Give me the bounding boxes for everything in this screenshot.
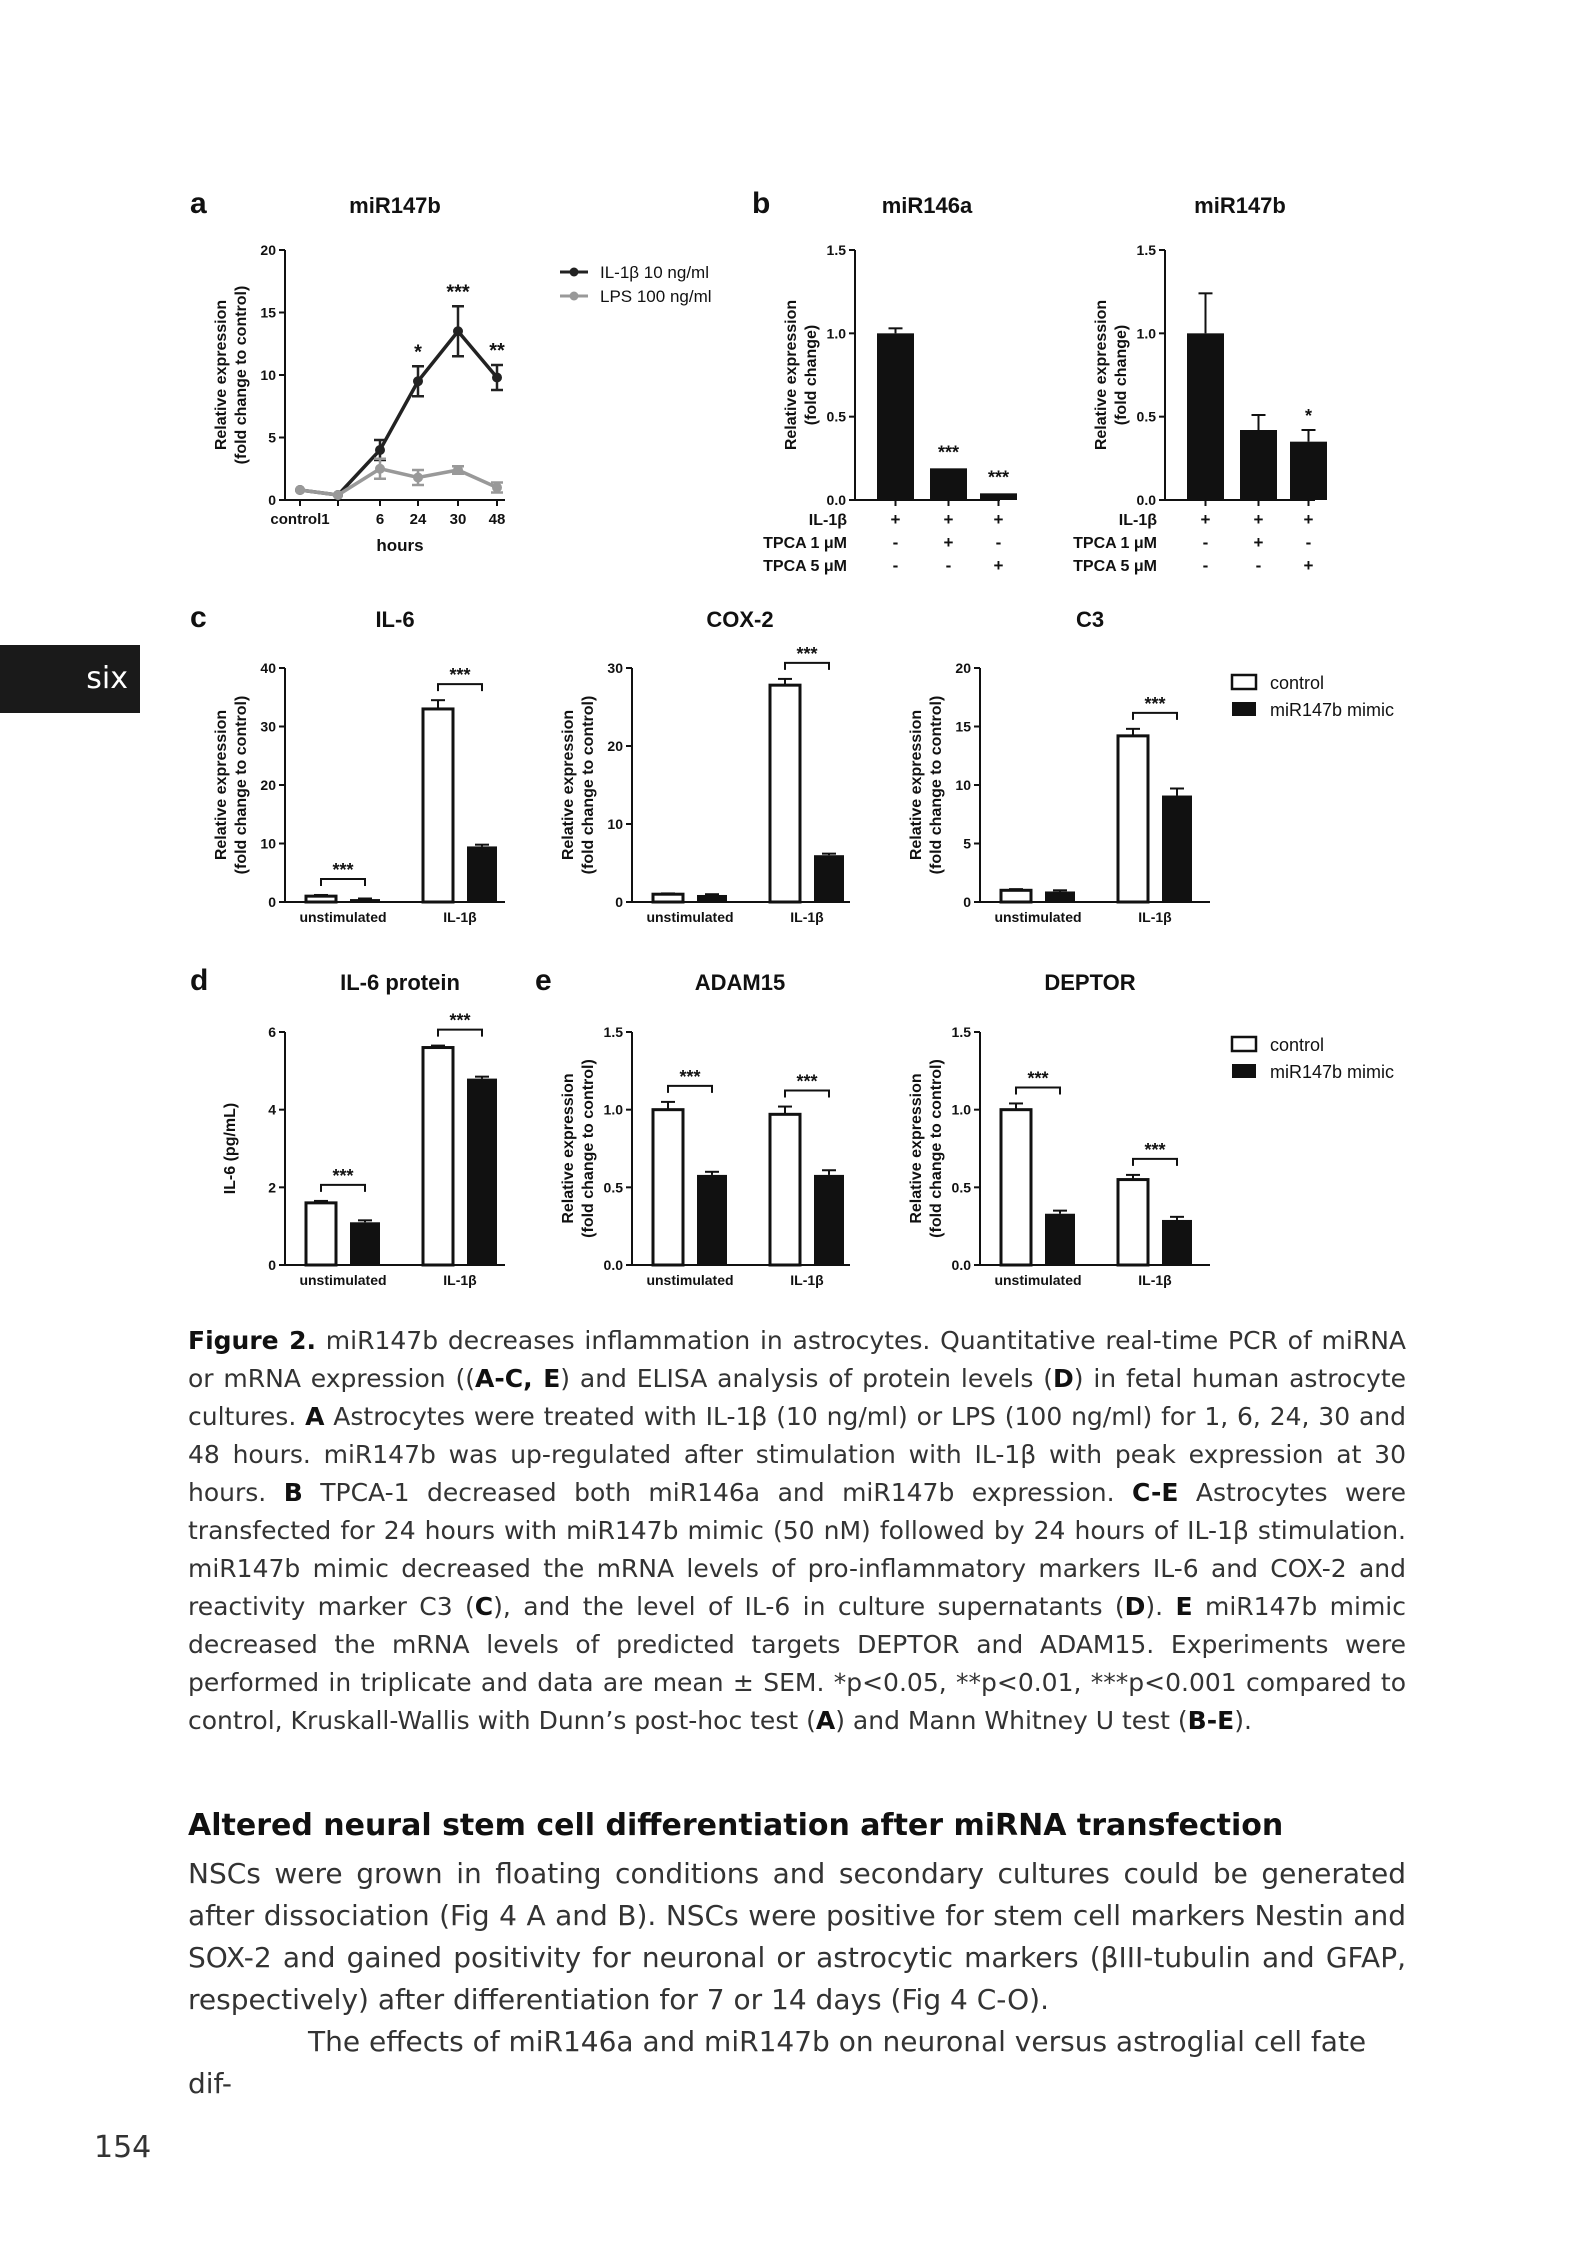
y-axis-label-line: (fold change to control) bbox=[580, 695, 597, 875]
x-tick-label: unstimulated bbox=[299, 1272, 387, 1288]
significance-label: *** bbox=[449, 665, 471, 686]
bar bbox=[930, 468, 967, 500]
x-tick-label: unstimulated bbox=[646, 909, 734, 925]
condition-mark: - bbox=[1305, 533, 1312, 552]
panel-letter-e: e bbox=[535, 964, 552, 997]
data-point bbox=[453, 326, 463, 336]
condition-mark: - bbox=[1255, 556, 1262, 575]
significance-bracket bbox=[668, 1086, 712, 1093]
panel-letter-d: d bbox=[190, 964, 209, 997]
condition-mark: + bbox=[943, 533, 954, 552]
x-tick-label: 6 bbox=[375, 511, 385, 528]
data-point bbox=[413, 473, 423, 483]
x-tick-label: unstimulated bbox=[646, 1272, 734, 1288]
caption-ref: C-E bbox=[1132, 1478, 1179, 1507]
condition-mark: + bbox=[1253, 510, 1264, 529]
bar-mimic bbox=[1045, 1214, 1075, 1265]
paragraph: The effects of miR146a and miR147b on neuronal versus astroglial cell fate dif- bbox=[188, 2025, 1367, 2100]
significance-bracket bbox=[1016, 1087, 1060, 1094]
bar-control bbox=[1118, 736, 1148, 902]
significance-label: *** bbox=[1144, 1139, 1166, 1160]
legend-control-swatch bbox=[1232, 675, 1256, 689]
bar bbox=[1240, 430, 1277, 500]
y-tick-label: 10 bbox=[260, 835, 276, 852]
y-axis-label bbox=[213, 286, 250, 465]
caption-ref: A bbox=[305, 1402, 325, 1431]
y-tick-label: 1.5 bbox=[951, 1024, 971, 1040]
condition-mark: - bbox=[892, 533, 899, 552]
legend-mimic-swatch bbox=[1232, 702, 1256, 716]
caption-label: Figure 2. bbox=[188, 1326, 317, 1355]
y-tick-label: 0.5 bbox=[603, 1179, 623, 1196]
y-axis-label bbox=[783, 300, 820, 450]
y-tick-label: 1.0 bbox=[603, 1101, 623, 1118]
bar-control bbox=[423, 709, 453, 902]
chapter-tab: six bbox=[0, 645, 140, 713]
y-tick-label: 5 bbox=[963, 835, 971, 852]
significance-bracket bbox=[785, 1091, 829, 1098]
significance-label: * bbox=[414, 341, 422, 364]
caption-text: ). bbox=[1234, 1706, 1252, 1735]
chart-c-il6 bbox=[213, 607, 505, 925]
bar-mimic bbox=[467, 846, 497, 902]
bar-mimic bbox=[467, 1079, 497, 1265]
condition-mark: - bbox=[1202, 556, 1209, 575]
chart-b-mir147b bbox=[1073, 193, 1327, 575]
bar bbox=[877, 333, 914, 500]
y-tick-label: 1.5 bbox=[1136, 242, 1156, 258]
x-axis-label: hours bbox=[376, 536, 424, 555]
legend-label: LPS 100 ng/ml bbox=[600, 287, 712, 306]
panel-letter-b: b bbox=[752, 187, 771, 220]
y-axis-label-line: Relative expression bbox=[560, 709, 577, 861]
x-tick-label: unstimulated bbox=[994, 1272, 1082, 1288]
chart-title: ADAM15 bbox=[694, 970, 786, 995]
bar-mimic bbox=[350, 1222, 380, 1265]
y-tick-label: 20 bbox=[607, 738, 623, 754]
y-axis-label-line: Relative expression bbox=[1093, 299, 1110, 451]
y-axis-label bbox=[213, 696, 250, 875]
y-axis-label-line: Relative expression bbox=[213, 709, 230, 861]
caption-ref: D bbox=[1124, 1592, 1146, 1621]
chart-e-adam15 bbox=[560, 970, 850, 1288]
condition-mark: + bbox=[890, 510, 901, 529]
y-axis-label bbox=[908, 696, 945, 875]
x-tick-label: unstimulated bbox=[299, 909, 387, 925]
caption-text: ) in fetal human astrocyte cultures. bbox=[188, 1364, 1407, 1431]
y-axis-label-line: (fold change to control) bbox=[928, 695, 945, 875]
bar-mimic bbox=[697, 1175, 727, 1265]
x-tick-label: control1 bbox=[270, 511, 330, 528]
bar-control bbox=[423, 1048, 453, 1265]
y-tick-label: 30 bbox=[607, 660, 623, 676]
y-axis-label-line: (fold change) bbox=[1113, 324, 1130, 426]
x-tick-label: 30 bbox=[449, 511, 467, 528]
condition-mark: - bbox=[892, 556, 899, 575]
y-tick-label: 0.5 bbox=[826, 408, 846, 425]
x-tick-label: IL-1β bbox=[790, 909, 824, 925]
significance-label: *** bbox=[1027, 1068, 1049, 1089]
caption-text: miR147b decreases inflammation in astrocytes. Quantitative real-time PCR of miRNA or mRNA expression ( bbox=[188, 1326, 1406, 1393]
legend-control-swatch bbox=[1232, 1037, 1256, 1051]
y-tick-label: 5 bbox=[268, 429, 276, 446]
y-axis-label-line: Relative expression bbox=[908, 1073, 925, 1224]
chart-c-c3 bbox=[908, 607, 1210, 925]
condition-mark: + bbox=[1303, 510, 1314, 529]
y-axis-label-line: (fold change) bbox=[803, 324, 820, 426]
caption-ref: D bbox=[1052, 1364, 1074, 1393]
legend-mimic-label: miR147b mimic bbox=[1270, 1062, 1395, 1082]
condition-label: TPCA 1 μM bbox=[1073, 535, 1157, 552]
y-axis-label-line: (fold change to control) bbox=[580, 1059, 597, 1238]
bar-mimic bbox=[1162, 796, 1192, 902]
condition-label: TPCA 5 μM bbox=[763, 558, 847, 575]
bar bbox=[1290, 442, 1327, 500]
x-tick-label: 24 bbox=[409, 511, 427, 528]
caption-text: ). bbox=[1145, 1592, 1176, 1621]
y-tick-label: 1.5 bbox=[603, 1024, 623, 1040]
series-line bbox=[300, 469, 497, 495]
data-point bbox=[375, 464, 385, 474]
significance-bracket bbox=[438, 1030, 482, 1037]
x-tick-label: IL-1β bbox=[790, 1272, 824, 1288]
caption-text: miR147b mimic decreased the mRNA levels of predicted targets DEPTOR and ADAM15. Experiments were performed in triplicate and data are mean ± SEM. *p<0.05, **p<0.01, ***p<0.001 compared to control, Kruskall-Wallis with Dunn’s post-hoc test ( bbox=[188, 1592, 1406, 1735]
data-point bbox=[295, 485, 305, 495]
legend-label: IL-1β 10 ng/ml bbox=[600, 263, 709, 282]
y-tick-label: 10 bbox=[955, 777, 971, 793]
legend-marker bbox=[570, 268, 579, 277]
y-tick-label: 15 bbox=[955, 718, 971, 735]
y-tick-label: 4 bbox=[268, 1101, 276, 1118]
y-tick-label: 0.0 bbox=[826, 492, 846, 508]
y-tick-label: 1.0 bbox=[826, 325, 846, 342]
significance-label: *** bbox=[446, 281, 470, 304]
caption-text: ), and the level of IL-6 in culture supernatants ( bbox=[493, 1592, 1125, 1621]
significance-label: ** bbox=[489, 340, 505, 362]
y-axis-label bbox=[908, 1059, 945, 1238]
section-heading: Altered neural stem cell differentiation after miRNA transfection bbox=[188, 1808, 1284, 1843]
y-axis-label-line: Relative expression bbox=[213, 299, 230, 451]
caption-ref: A-C, E bbox=[475, 1364, 561, 1393]
y-tick-label: 10 bbox=[260, 367, 276, 383]
condition-mark: + bbox=[1253, 533, 1264, 552]
data-point bbox=[492, 483, 502, 493]
chart-b-mir146a bbox=[763, 193, 1017, 575]
y-tick-label: 40 bbox=[260, 660, 276, 676]
data-point bbox=[413, 376, 423, 386]
page-number: 154 bbox=[94, 2130, 152, 2165]
bar bbox=[980, 493, 1017, 500]
caption-ref: E bbox=[1175, 1592, 1193, 1621]
significance-label: *** bbox=[449, 1010, 471, 1031]
y-tick-label: 0.0 bbox=[951, 1257, 971, 1273]
y-tick-label: 20 bbox=[260, 777, 276, 793]
bar-mimic bbox=[1045, 891, 1075, 902]
significance-label: *** bbox=[987, 467, 1010, 488]
condition-mark: - bbox=[995, 533, 1002, 552]
chart-d-il6-protein bbox=[222, 970, 505, 1288]
y-axis-label bbox=[560, 696, 597, 875]
panel-letter-a: a bbox=[190, 187, 207, 220]
y-tick-label: 1.0 bbox=[1136, 325, 1156, 342]
chart-title: miR147b bbox=[349, 193, 441, 218]
body-text bbox=[188, 1853, 1406, 2105]
legend-marker bbox=[570, 292, 579, 301]
bar-control bbox=[1001, 1110, 1031, 1265]
condition-label: TPCA 5 μM bbox=[1073, 558, 1157, 575]
caption-text: Astrocytes were treated with IL-1β (10 ng/ml) or LPS (100 ng/ml) for 1, 6, 24, 30 and 48 hours. miR147b was up-regulated after stimulation with IL-1β with peak expression at 30 hours. bbox=[188, 1402, 1406, 1507]
legend-e bbox=[1232, 1035, 1394, 1082]
chart-title: IL-6 protein bbox=[340, 970, 460, 995]
condition-label: IL-1β bbox=[1118, 512, 1157, 529]
y-axis-label-line: Relative expression bbox=[560, 1073, 577, 1224]
bar-control bbox=[1001, 890, 1031, 902]
x-tick-label: IL-1β bbox=[1138, 909, 1172, 925]
condition-label: IL-1β bbox=[808, 512, 847, 529]
x-tick-label: IL-1β bbox=[443, 1272, 477, 1288]
caption-text: TPCA-1 decreased both miR146a and miR147b expression. bbox=[302, 1478, 1133, 1507]
y-tick-label: 0.5 bbox=[1136, 408, 1156, 425]
chart-title: C3 bbox=[1075, 607, 1105, 632]
chart-title: miR147b bbox=[1194, 193, 1286, 218]
condition-mark: - bbox=[945, 556, 952, 575]
significance-bracket bbox=[1133, 713, 1177, 720]
y-tick-label: 1.5 bbox=[826, 242, 846, 258]
bar-mimic bbox=[814, 1175, 844, 1265]
legend-control-label: control bbox=[1270, 1035, 1325, 1055]
bar-control bbox=[770, 685, 800, 902]
legend-mimic-label: miR147b mimic bbox=[1270, 700, 1395, 720]
y-axis-label-line: Relative expression bbox=[783, 299, 800, 451]
y-axis-label-line: IL-6 (pg/mL) bbox=[222, 1102, 239, 1195]
y-axis-label bbox=[1093, 300, 1130, 450]
chart-title: DEPTOR bbox=[1044, 970, 1136, 995]
y-tick-label: 1.0 bbox=[951, 1101, 971, 1118]
y-tick-label: 0 bbox=[963, 894, 971, 910]
condition-mark: + bbox=[1303, 556, 1314, 575]
chart-title: COX-2 bbox=[706, 607, 774, 632]
y-axis-label bbox=[560, 1059, 597, 1238]
y-tick-label: 0.0 bbox=[603, 1257, 623, 1273]
significance-label: *** bbox=[937, 442, 960, 463]
chart-e-deptor bbox=[908, 970, 1210, 1288]
y-tick-label: 0 bbox=[615, 894, 623, 910]
bar-control bbox=[653, 894, 683, 902]
y-tick-label: 0.0 bbox=[1136, 492, 1156, 508]
y-tick-label: 0 bbox=[268, 492, 276, 508]
condition-label: TPCA 1 μM bbox=[763, 535, 847, 552]
x-tick-label: IL-1β bbox=[443, 909, 477, 925]
legend-control-label: control bbox=[1270, 673, 1325, 693]
significance-bracket bbox=[321, 879, 365, 886]
y-tick-label: 0 bbox=[268, 894, 276, 910]
y-tick-label: 15 bbox=[260, 304, 276, 321]
caption-text: ) and ELISA analysis of protein levels ( bbox=[560, 1364, 1053, 1393]
y-tick-label: 6 bbox=[268, 1024, 276, 1040]
chart-title: IL-6 bbox=[375, 607, 415, 632]
data-point bbox=[453, 465, 463, 475]
y-axis-label-line: (fold change to control) bbox=[928, 1059, 945, 1238]
legend-mimic-swatch bbox=[1232, 1064, 1256, 1078]
significance-bracket bbox=[321, 1185, 365, 1192]
y-tick-label: 10 bbox=[607, 816, 623, 832]
significance-bracket bbox=[438, 684, 482, 691]
y-tick-label: 20 bbox=[955, 660, 971, 676]
bar bbox=[1187, 333, 1224, 500]
bar-control bbox=[306, 896, 336, 902]
x-tick-label: unstimulated bbox=[994, 909, 1082, 925]
caption-text: Astrocytes were transfected for 24 hours with miR147b mimic (50 nM) followed by 24 hours of IL-1β stimulation. miR147b mimic decreased the mRNA levels of pro-inflammatory markers IL-6 and COX-2 and reactivity marker C3 ( bbox=[188, 1478, 1406, 1621]
significance-bracket bbox=[1133, 1159, 1177, 1166]
significance-label: *** bbox=[332, 859, 354, 880]
panel-letter-c: c bbox=[190, 601, 207, 634]
bar-control bbox=[1118, 1180, 1148, 1265]
condition-mark: - bbox=[1202, 533, 1209, 552]
x-tick-label: IL-1β bbox=[1138, 1272, 1172, 1288]
condition-mark: + bbox=[943, 510, 954, 529]
significance-label: *** bbox=[1144, 693, 1166, 714]
significance-label: *** bbox=[796, 1071, 818, 1092]
x-tick-label: 48 bbox=[488, 511, 506, 528]
y-axis-label bbox=[222, 1103, 239, 1195]
y-tick-label: 30 bbox=[260, 718, 276, 735]
significance-bracket bbox=[785, 663, 829, 670]
y-tick-label: 0 bbox=[268, 1257, 276, 1273]
chart-a bbox=[213, 193, 712, 555]
bar-control bbox=[306, 1203, 336, 1265]
data-point bbox=[375, 445, 385, 455]
y-axis-label-line: (fold change to control) bbox=[233, 695, 250, 875]
series-line bbox=[300, 331, 497, 495]
significance-label: *** bbox=[796, 643, 818, 664]
caption-ref: A bbox=[815, 1706, 836, 1735]
condition-mark: + bbox=[1200, 510, 1211, 529]
caption-text: ) and Mann Whitney U test ( bbox=[835, 1706, 1188, 1735]
y-axis-label-line: Relative expression bbox=[908, 709, 925, 861]
y-axis-label-line: (fold change to control) bbox=[233, 285, 250, 465]
bar-mimic bbox=[1162, 1220, 1192, 1265]
data-point bbox=[492, 373, 502, 383]
paragraph: NSCs were grown in floating conditions and secondary cultures could be generated after dissociation (Fig 4 A and B). NSCs were positive for stem cell markers Nestin and SOX-2 and gained positivity for neuronal or astrocytic markers (βIII-tubulin and GFAP, respectively) after differentiation for 7 or 14 days (Fig 4 C-O). bbox=[188, 1857, 1406, 2016]
chart-c-cox2 bbox=[560, 607, 850, 925]
y-tick-label: 2 bbox=[268, 1179, 276, 1196]
caption-ref: B-E bbox=[1187, 1706, 1235, 1735]
caption-ref: C bbox=[474, 1592, 494, 1621]
bar-control bbox=[653, 1110, 683, 1265]
condition-mark: + bbox=[993, 510, 1004, 529]
y-tick-label: 20 bbox=[260, 242, 276, 258]
bar-mimic bbox=[814, 855, 844, 902]
bar-mimic bbox=[697, 895, 727, 902]
chart-title: miR146a bbox=[881, 193, 973, 218]
significance-label: *** bbox=[332, 1165, 354, 1186]
caption-ref: B bbox=[283, 1478, 303, 1507]
figure-caption: Figure 2. miR147b decreases inflammation in astrocytes. Quantitative real-time PCR of miRNA or mRNA expression ((A-C, E) and ELISA analysis of protein levels (D) in fetal human astrocyte cultures. A Astrocytes were treated with IL-1β (10 ng/ml) or LPS (100 ng/ml) for 1, 6, 24, 30 and 48 hours. miR147b was up-regulated after stimulation with IL-1β with peak expression at 30 hours. B TPCA-1 decreased both miR146a and miR147b expression. C-E Astrocytes were transfected for 24 hours with miR147b mimic (50 nM) followed by 24 hours of IL-1β stimulation. miR147b mimic decreased the mRNA levels of pro-inflammatory markers IL-6 and COX-2 and reactivity marker C3 (C), and the level of IL-6 in culture supernatants (D). E miR147b mimic decreased the mRNA levels of predicted targets DEPTOR and ADAM15. Experiments were performed in triplicate and data are mean ± SEM. *p<0.05, **p<0.01, ***p<0.001 compared to control, Kruskall-Wallis with Dunn’s post-hoc test (A) and Mann Whitney U test (B-E). bbox=[188, 1326, 1407, 1735]
legend-c bbox=[1232, 673, 1394, 720]
condition-mark: + bbox=[993, 556, 1004, 575]
bar-mimic bbox=[350, 899, 380, 902]
significance-label: * bbox=[1304, 406, 1313, 426]
y-tick-label: 0.5 bbox=[951, 1179, 971, 1196]
bar-control bbox=[770, 1114, 800, 1265]
significance-label: *** bbox=[679, 1066, 701, 1087]
data-point bbox=[333, 490, 343, 500]
